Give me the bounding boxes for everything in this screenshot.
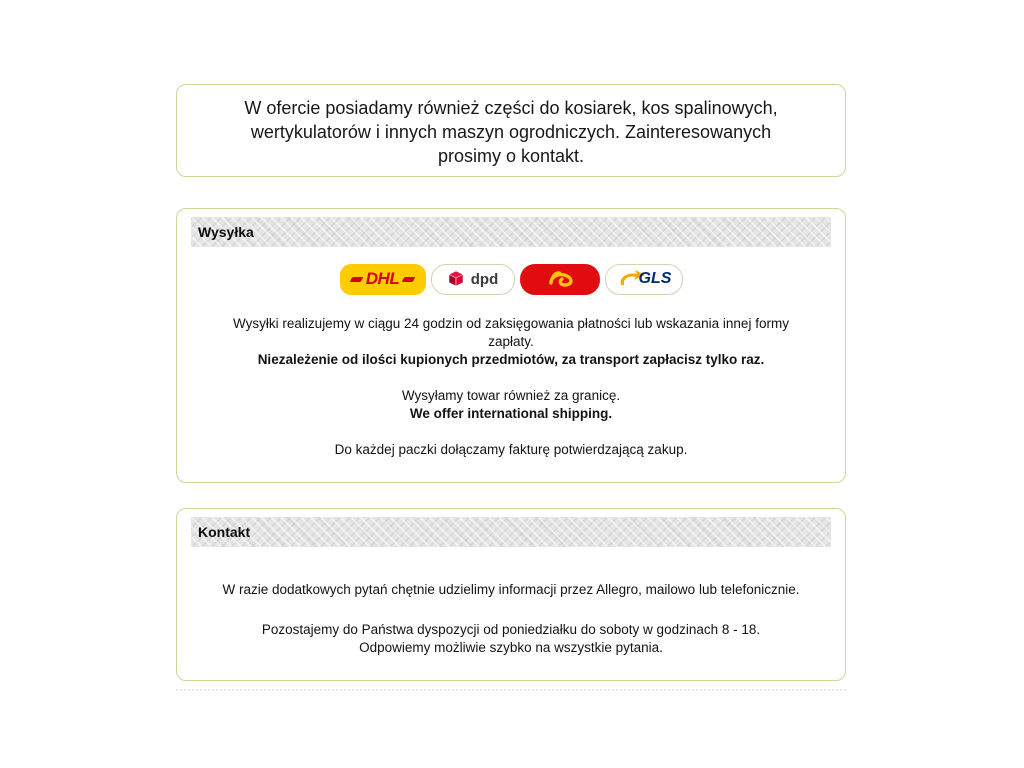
shipping-text-line: Niezależenie od ilości kupionych przedmiotów, za transport zapłacisz tylko raz. [257,352,765,367]
shipping-section [176,208,846,483]
shipping-text-line: We offer international shipping. [409,406,613,421]
contact-text-line: Odpowiemy możliwie szybko na wszystkie pytania. [359,640,663,655]
shipping-text-line: Wysyłamy towar również za granicę. [401,388,621,403]
poczta-posthorn-icon [541,268,579,290]
carrier-logos-row [177,263,845,295]
dpd-parcel-cube-icon [447,270,465,288]
dhl-logo [340,264,426,295]
dpd-logo [431,264,515,295]
intro-line: wertykulatorów i innych maszyn ogrodniczych. Zainteresowanych [250,122,772,142]
dhl-dash-icon [349,277,363,282]
contact-text-line: W razie dodatkowych pytań chętnie udzielimy informacji przez Allegro, mailowo lub telefonicznie. [222,582,800,597]
dpd-wordmark: dpd [470,270,499,288]
intro-text [177,96,845,168]
intro-line: prosimy o kontakt. [437,146,585,166]
gls-logo [605,264,683,295]
dhl-dash-icon [402,277,416,282]
contact-header-bar [191,517,831,547]
poczta-polska-logo [520,264,600,295]
intro-box [176,84,846,177]
dhl-wordmark: DHL [365,269,400,288]
shipping-text-line: Do każdej paczki dołączamy fakturę potwierdzającą zakup. [334,442,688,457]
gls-wordmark: GLS [638,270,672,287]
intro-line: W ofercie posiadamy również części do kosiarek, kos spalinowych, [244,98,778,118]
next-section-divider [176,689,846,691]
shipping-header-bar [191,217,831,247]
shipping-text-line: Wysyłki realizujemy w ciągu 24 godzin od zaksięgowania płatności lub wskazania innej formy [233,316,789,331]
contact-section-title: Kontakt [198,524,251,540]
contact-text-line: Pozostajemy do Państwa dyspozycji od poniedziałku do soboty w godzinach 8 - 18. [261,622,761,637]
shipping-section-title: Wysyłka [198,224,254,240]
shipping-text-line: zapłaty. [488,334,534,349]
contact-section [176,508,846,681]
